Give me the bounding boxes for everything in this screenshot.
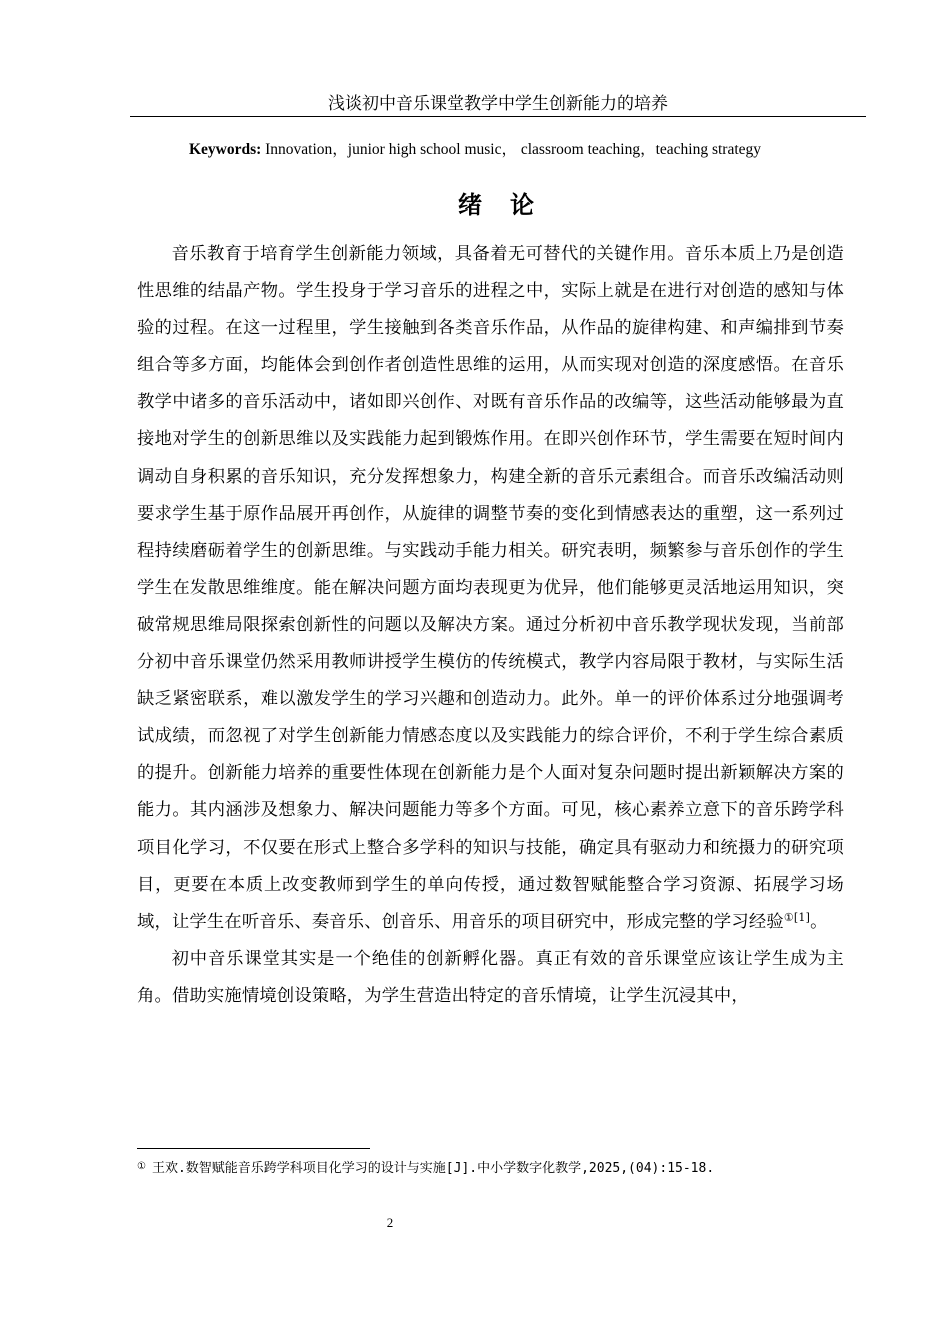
- paragraph-2: [137, 941, 844, 1015]
- paragraph-1-end: 。: [810, 911, 828, 932]
- keywords-line: [0, 140, 950, 160]
- body-text: [137, 236, 844, 1015]
- paragraph-2-text: 初中音乐课堂其实是一个绝佳的创新孵化器。真正有效的音乐课堂应该让学生成为主角。借助实施情境创设策略，为学生营造出特定的音乐情境，让学生沉浸其中，: [137, 948, 844, 1006]
- footnote: [137, 1158, 857, 1178]
- paragraph-1: [137, 236, 844, 941]
- keywords-text: Innovation，junior high school music， classroom teaching，teaching strategy: [261, 141, 762, 158]
- section-title: 绪 论: [458, 191, 536, 219]
- running-title: 浅谈初中音乐课堂教学中学生创新能力的培养: [328, 94, 668, 114]
- page-number: 2: [386, 1215, 394, 1230]
- footnote-mark: ①: [137, 1161, 146, 1172]
- footnote-rule: [137, 1148, 370, 1149]
- paragraph-1-text: 音乐教育于培育学生创新能力领域，具备着无可替代的关键作用。音乐本质上乃是创造性思维的结晶产物。学生投身于学习音乐的进程之中，实际上就是在进行对创造的感知与体验的过程。在这一过程里，学生接触到各类音乐作品，从作品的旋律构建、和声编排到节奏组合等多方面，均能体会到创作者创造性思维的运用，从而实现对创造的深度感悟。在音乐教学中诸多的音乐活动中，诸如即兴创作、对既有音乐作品的改编等，这些活动能够最为直接地对学生的创新思维以及实践能力起到锻炼作用。在即兴创作环节，学生需要在短时间内调动自身积累的音乐知识，充分发挥想象力，构建全新的音乐元素组合。而音乐改编活动则要求学生基于原作品展开再创作，从旋律的调整节奏的变化到情感表达的重塑，这一系列过程持续磨砺着学生的创新思维。与实践动手能力相关。研究表明，频繁参与音乐创作的学生学生在发散思维维度。能在解决问题方面均表现更为优异，他们能够更灵活地运用知识，突破常规思维局限探索创新性的问题以及解决方案。通过分析初中音乐教学现状发现，当前部分初中音乐课堂仍然采用教师讲授学生模仿的传统模式，教学内容局限于教材，与实际生活缺乏紧密联系，难以激发学生的学习兴趣和创造动力。此外。单一的评价体系过分地强调考试成绩，而忽视了对学生创新能力情感态度以及实践能力的综合评价，不利于学生综合素质的提升。创新能力培养的重要性体现在创新能力是个人面对复杂问题时提出新颖解决方案的能力。其内涵涉及想象力、解决问题能力等多个方面。可见，核心素养立意下的音乐跨学科项目化学习，不仅要在形式上整合多学科的知识与技能，确定具有驱动力和统摄力的研究项目，更要在本质上改变教师到学生的单向传授，通过数智赋能整合学习资源、拓展学习场域，让学生在听音乐、奏音乐、创音乐、用音乐的项目研究中，形成完整的学习经验: [137, 244, 844, 932]
- citation-mark[interactable]: ①[1]: [783, 910, 811, 924]
- header-rule: [130, 116, 866, 117]
- keywords-label: Keywords:: [188, 141, 262, 158]
- footnote-text: 王欢.数智赋能音乐跨学科项目化学习的设计与实施[J].中小学数字化教学,2025,(04):15-18.: [151, 1161, 715, 1176]
